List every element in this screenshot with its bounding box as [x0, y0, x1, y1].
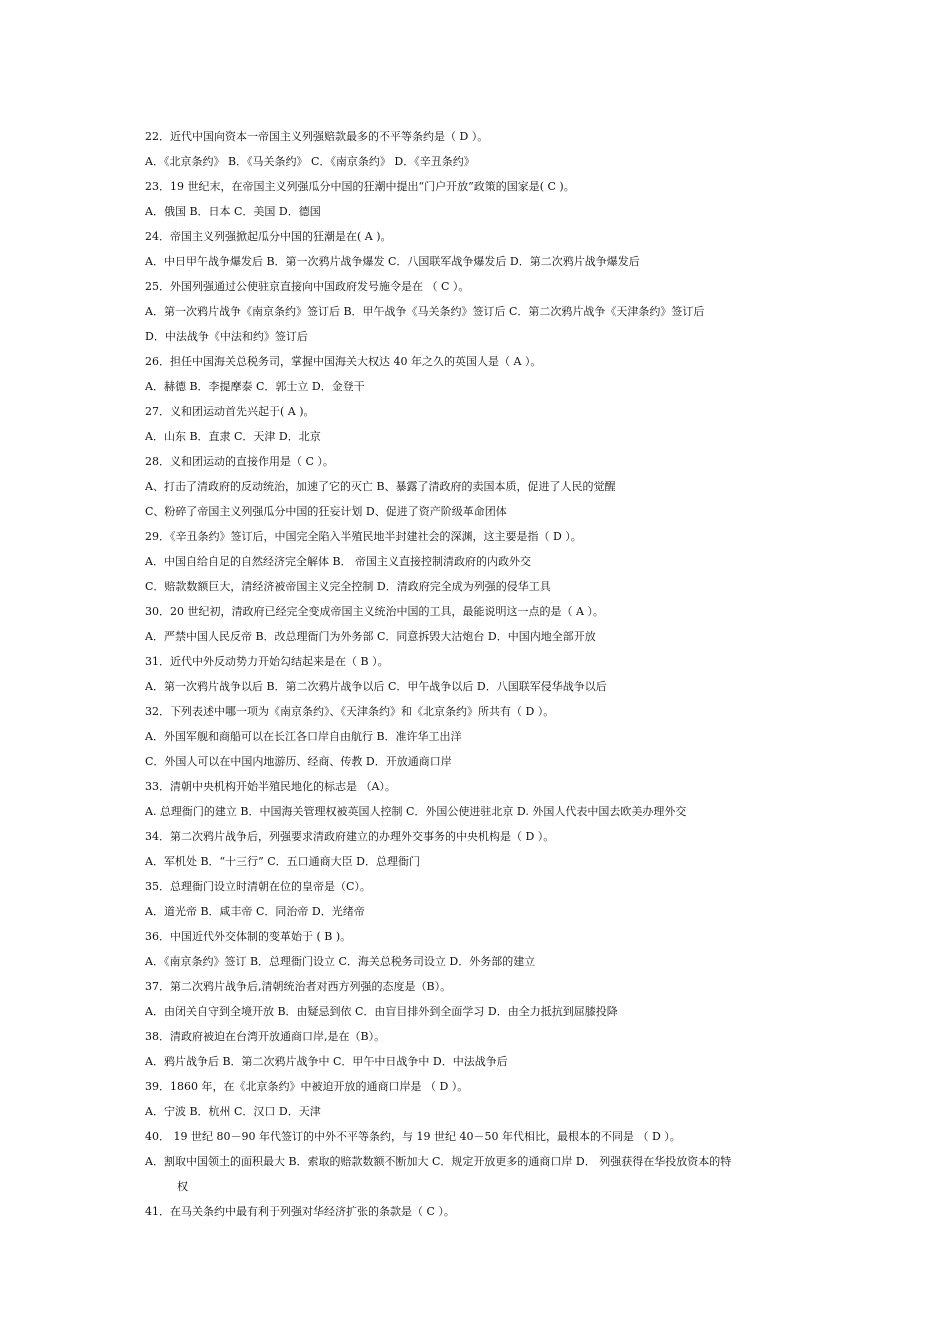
text-line: C．赔款数额巨大，清经济被帝国主义完全控制 D．清政府完全成为列强的侵华工具: [145, 580, 551, 593]
text-line: A．军机处 B．“十三行” C．五口通商大臣 D．总理衙门: [145, 855, 420, 868]
text-line: A．道光帝 B．咸丰帝 C．同治帝 D．光绪帝: [145, 905, 365, 918]
text-line: 36．中国近代外交体制的变革始于 ( B )。: [145, 930, 352, 943]
text-line: 35．总理衙门设立时清朝在位的皇帝是（C）。: [145, 880, 371, 893]
text-line: 30．20 世纪初，清政府已经完全变成帝国主义统治中国的工具，最能说明这一点的是（ A ）。: [145, 605, 604, 618]
text-line: C．外国人可以在中国内地游历、经商、传教 D．开放通商口岸: [145, 755, 452, 768]
text-line: 33．清朝中央机构开始半殖民地化的标志是 （A）。: [145, 780, 396, 793]
text-line: A．鸦片战争后 B．第二次鸦片战争中 C．甲午中日战争中 D．中法战争后: [145, 1055, 508, 1068]
text-line: 38．清政府被迫在台湾开放通商口岸,是在（B）。: [145, 1030, 386, 1043]
text-line: A．第一次鸦片战争以后 B．第二次鸦片战争以后 C．甲午战争以后 D．八国联军侵华战争以后: [145, 680, 607, 693]
text-line: 39．1860 年，在《北京条约》中被迫开放的通商口岸是 （ D ）。: [145, 1080, 469, 1093]
text-line: 26．担任中国海关总税务司，掌握中国海关大权达 40 年之久的英国人是（ A ）。: [145, 355, 542, 368]
text-line: A. 总理衙门的建立 B．中国海关管理权被英国人控制 C．外国公使进驻北京 D. 外国人代表中国去欧美办理外交: [145, 805, 687, 818]
text-line: C、粉碎了帝国主义列强瓜分中国的狂妄计划 D、促进了资产阶级革命团体: [145, 505, 507, 518]
text-line: A、打击了清政府的反动统治，加速了它的灭亡 B、暴露了清政府的卖国本质，促进了人民的觉醒: [145, 480, 616, 493]
text-line: 40． 19 世纪 80－90 年代签订的中外不平等条约，与 19 世纪 40－50 年代相比，最根本的不同是 （ D ）。: [145, 1130, 681, 1143]
text-line: A．山东 B．直隶 C．天津 D．北京: [145, 430, 321, 443]
text-line: 24．帝国主义列强掀起瓜分中国的狂潮是在( A )。: [145, 230, 392, 243]
text-line: 25．外国列强通过公使驻京直接向中国政府发号施令是在 （ C ）。: [145, 280, 470, 293]
text-line: 37．第二次鸦片战争后,清朝统治者对西方列强的态度是（B）。: [145, 980, 452, 993]
text-line: A．《北京条约》 B．《马关条约》 C．《南京条约》 D．《辛丑条约》: [145, 155, 475, 168]
text-line: 34．第二次鸦片战争后，列强要求清政府建立的办理外交事务的中央机构是（ D ）。: [145, 830, 555, 843]
text-line: 29．《辛丑条约》签订后，中国完全陷入半殖民地半封建社会的深渊，这主要是指（ D ）。: [145, 530, 582, 543]
text-line: A．中日甲午战争爆发后 B．第一次鸦片战争爆发 C．八国联军战争爆发后 D．第二次鸦片战争爆发后: [145, 255, 640, 268]
text-line: A．严禁中国人民反帝 B．改总理衙门为外务部 C．同意拆毁大沽炮台 D．中国内地全部开放: [145, 630, 596, 643]
text-line: A．由闭关自守到全境开放 B．由疑忌到依 C．由盲目排外到全面学习 D．由全力抵抗到屈膝投降: [145, 1005, 618, 1018]
text-line: 31．近代中外反动势力开始勾结起来是在（ B ）。: [145, 655, 389, 668]
text-line: 23．19 世纪末，在帝国主义列强瓜分中国的狂潮中提出“门户开放”政策的国家是( C )。: [145, 180, 575, 193]
text-line: A．割取中国领土的面积最大 B．索取的赔款数额不断加大 C．规定开放更多的通商口岸 D． 列强获得在华投放资本的特: [145, 1155, 732, 1168]
text-line: A．俄国 B．日本 C．美国 D．德国: [145, 205, 321, 218]
text-line: 22．近代中国向资本一帝国主义列强赔款最多的不平等条约是（ D ）。: [145, 130, 489, 143]
text-line: A．宁波 B．杭州 C．汉口 D．天津: [145, 1105, 321, 1118]
text-line: A．《南京条约》签订 B．总理衙门设立 C．海关总税务司设立 D．外务部的建立: [145, 955, 536, 968]
text-line: A．中国自给自足的自然经济完全解体 B． 帝国主义直接控制清政府的内政外交: [145, 555, 532, 568]
text-line: 27．义和团运动首先兴起于( A )。: [145, 405, 315, 418]
text-line-continuation: 权: [177, 1180, 188, 1193]
question-list: [145, 124, 815, 1224]
text-line: A．外国军舰和商船可以在长江各口岸自由航行 B．准许华工出洋: [145, 730, 462, 743]
text-line: A．第一次鸦片战争《南京条约》签订后 B．甲午战争《马关条约》签订后 C．第二次鸦片战争《天津条约》签订后: [145, 305, 705, 318]
text-line: 32．下列表述中哪一项为《南京条约》、《天津条约》和《北京条约》所共有（ D ）。: [145, 705, 555, 718]
text-line: D．中法战争《中法和约》签订后: [145, 330, 308, 343]
text-line: A．赫德 B．李提摩泰 C．郭士立 D．金登干: [145, 380, 365, 393]
text-line: 41．在马关条约中最有利于列强对华经济扩张的条款是（ C ）。: [145, 1205, 455, 1218]
text-line: 28．义和团运动的直接作用是（ C ）。: [145, 455, 334, 468]
